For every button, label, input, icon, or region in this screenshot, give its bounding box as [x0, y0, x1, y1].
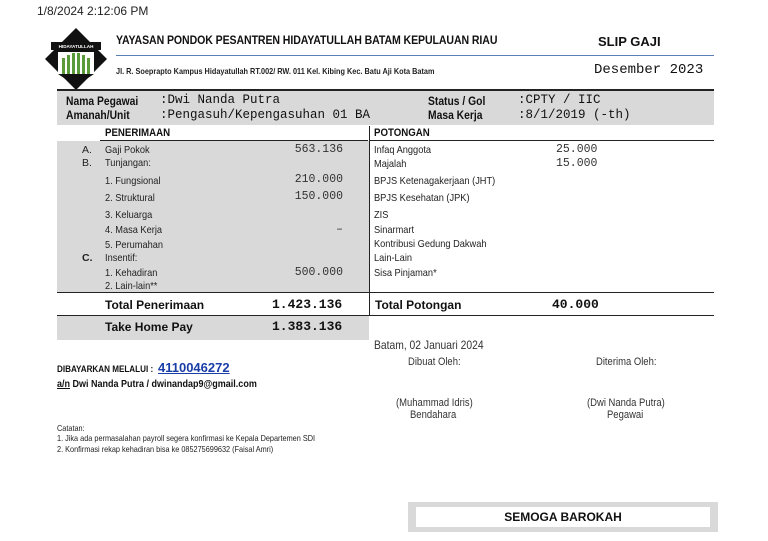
earnings-row-label: Tunjangan: [105, 157, 151, 169]
earnings-row-label: Gaji Pokok [105, 144, 150, 156]
received-by-name: (Dwi Nanda Putra) [587, 397, 665, 409]
deductions-row-amount: 25.000 [556, 143, 598, 156]
earnings-row-amount: – [336, 223, 343, 236]
earnings-row-label: 1. Fungsional [105, 175, 161, 187]
earnings-row-label: Insentif: [105, 252, 138, 264]
payment-method-label: DIBAYARKAN MELALUI : [57, 364, 154, 374]
foundation-name: YAYASAN PONDOK PESANTREN HIDAYATULLAH BATAM KEPULAUAN RIAU [116, 33, 498, 47]
deductions-heading-rule [370, 140, 714, 141]
hidayatullah-logo [45, 28, 107, 90]
earnings-row-amount: 210.000 [294, 173, 343, 186]
earnings-row-letter: C. [82, 252, 93, 264]
earnings-row-label: 5. Perumahan [105, 239, 164, 251]
note-item: 1. Jika ada permasalahan payroll segera konfirmasi ke Kepala Departemen SDI [57, 433, 316, 443]
notes-title: Catatan: [57, 423, 85, 433]
deductions-row-amount: 15.000 [556, 157, 598, 170]
earnings-row-amount: 563.136 [294, 143, 343, 156]
column-divider [369, 126, 370, 316]
take-home-pay-label: Take Home Pay [105, 320, 193, 334]
status-value: :CPTY / IIC [518, 93, 601, 107]
foundation-address: Jl. R. Soeprapto Kampus Hidayatullah RT.002/ RW. 011 Kel. Kibing Kec. Batu Aji Kota Batam [116, 66, 435, 76]
deductions-heading: POTONGAN [374, 127, 430, 139]
earnings-row-letter: B. [82, 157, 92, 169]
total-deductions-label: Total Potongan [375, 298, 462, 312]
print-timestamp: 1/8/2024 2:12:06 PM [37, 4, 149, 18]
total-earnings-amount: 1.423.136 [272, 297, 343, 312]
account-holder-name: Dwi Nanda Putra / dwinandap9@gmail.com [70, 379, 257, 390]
deductions-row-label: Sisa Pinjaman* [374, 267, 437, 279]
deductions-row-label: Majalah [374, 158, 407, 170]
deductions-row-label: Sinarmart [374, 224, 415, 236]
made-by-role: Bendahara [410, 409, 457, 421]
received-by-role: Pegawai [607, 409, 644, 421]
header-rule [116, 55, 714, 56]
made-by-label: Dibuat Oleh: [408, 356, 461, 368]
earnings-row-label: 2. Lain-lain** [105, 280, 158, 292]
employee-name-value: :Dwi Nanda Putra [160, 93, 281, 107]
blessing-text: SEMOGA BAROKAH [504, 510, 622, 524]
slip-title: SLIP GAJI [598, 34, 661, 49]
earnings-row-letter: A. [82, 144, 92, 156]
tenure-label: Masa Kerja [428, 108, 483, 122]
mandate-unit-value: :Pengasuh/Kepengasuhan 01 BA [160, 108, 371, 122]
deductions-row-label: Infaq Anggota [374, 144, 432, 156]
received-by-label: Diterima Oleh: [596, 356, 657, 368]
earnings-row-label: 4. Masa Kerja [105, 224, 163, 236]
pay-period: Desember 2023 [594, 62, 704, 78]
earnings-row-amount: 500.000 [294, 266, 343, 279]
totals-top-rule [57, 292, 714, 293]
total-earnings-label: Total Penerimaan [105, 298, 205, 312]
deductions-row-label: ZIS [374, 209, 389, 221]
deductions-row-label: Lain-Lain [374, 252, 413, 264]
tenure-value: :8/1/2019 (-th) [518, 108, 631, 122]
total-deductions-amount: 40.000 [552, 297, 599, 312]
deductions-row-label: Kontribusi Gedung Dakwah [374, 238, 487, 250]
earnings-row-amount: 150.000 [294, 190, 343, 203]
place-date: Batam, 02 Januari 2024 [374, 338, 484, 352]
earnings-row-label: 2. Struktural [105, 192, 155, 204]
mandate-unit-label: Amanah/Unit [66, 108, 130, 122]
status-label: Status / Gol [428, 94, 486, 108]
deductions-row-label: BPJS Kesehatan (JPK) [374, 192, 470, 204]
earnings-row-label: 1. Kehadiran [105, 267, 158, 279]
note-item: 2. Konfirmasi rekap kehadiran bisa ke 085275699632 (Faisal Amri) [57, 444, 274, 454]
svg-text:HIDAYATULLAH: HIDAYATULLAH [58, 44, 94, 49]
deductions-row-label: BPJS Ketenagakerjaan (JHT) [374, 175, 496, 187]
account-holder-prefix: a/n [57, 379, 71, 390]
earnings-row-label: 3. Keluarga [105, 209, 153, 221]
account-number: 4110046272 [158, 360, 230, 375]
employee-name-label: Nama Pegawai [66, 94, 139, 108]
take-home-pay-amount: 1.383.136 [272, 319, 343, 334]
earnings-heading: PENERIMAAN [105, 127, 171, 139]
made-by-name: (Muhammad Idris) [396, 397, 473, 409]
account-holder [57, 379, 257, 390]
